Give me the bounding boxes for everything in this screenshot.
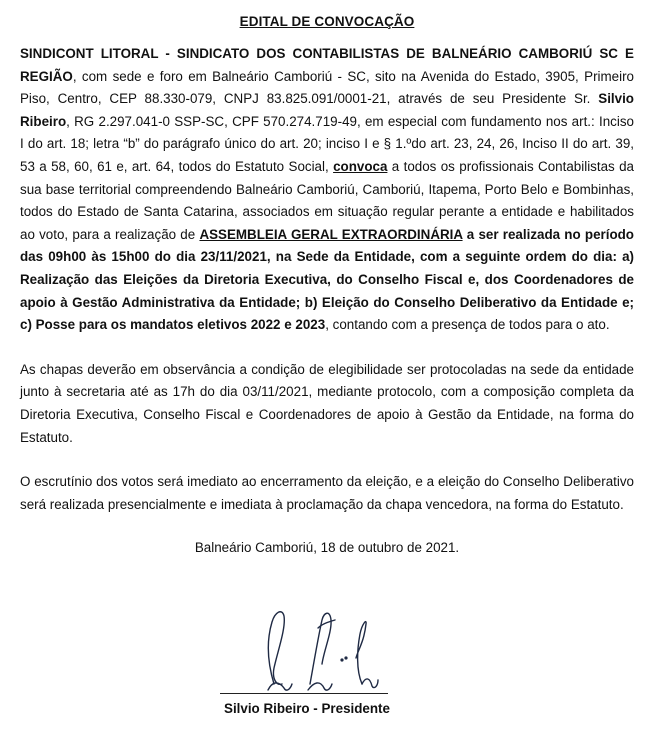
date-line: Balneário Camboriú, 18 de outubro de 2021. [194,540,460,556]
document-title: EDITAL DE CONVOCAÇÃO [239,14,415,29]
edital-document [20,0,634,559]
assembly-name: ASSEMBLEIA GERAL EXTRAORDINÁRIA [199,226,463,242]
signature-block [0,598,614,740]
union-name: SINDICONT LITORAL - SINDICATO DOS CONTABILISTAS DE BALNEÁRIO CAMBORIÚ SC E REGIÃO [20,46,634,84]
convoca-word: convoca [333,158,388,174]
counting-paragraph: O escrutínio dos votos será imediato ao encerramento da eleição, e a eleição do Conselho Deliberativo será realizada presencialmente e imediata à proclamação da chapa vencedora, na forma do Estatuto. [20,474,634,512]
assembly-agenda: a ser realizada no período das 09h00 às 15h00 do dia 23/11/2021, na Sede da Entidade, com a seguinte ordem do dia: a) Realização das Eleições da Diretoria Executiva, do Conselho Fiscal e, dos Coordenadores de apoio à Gestão Administrativa da Entidade; b) Eleição do Conselho Deliberativo da Entidade e; c) Posse para os mandatos eletivos 2022 e 2023 [20,226,634,333]
signer-name: Silvio Ribeiro - Presidente [224,701,390,716]
handwritten-signature [238,598,408,698]
slates-paragraph: As chapas deverão em observância a condição de elegibilidade ser protocoladas na sede da entidade junto à secretaria até as 17h do dia 03/11/2021, mediante protocolo, com a composição completa da Diretoria Executiva, Conselho Fiscal e Coordenadores de apoio à Gestão da Entidade, na forma do Estatuto. [20,361,634,445]
convocation-paragraph: SINDICONT LITORAL - SINDICATO DOS CONTABILISTAS DE BALNEÁRIO CAMBORIÚ SC E REGIÃO, com sede e foro em Balneário Camboriú - SC, sito na Avenida do Estado, 3905, Primeiro Piso, Centro, CEP 88.330-079, CNPJ 83.825.091/0001-21, através de seu Presidente Sr. Silvio Ribeiro, RG 2.297.041-0 SSP-SC, CPF 570.274.719-49, em especial com fundamento nos art.: Inciso I do art. 18; letra “b” do parágrafo único do art. 20; inciso I e § 1.ºdo art. 23, 24, 26, Inciso II do art. 39, 53 a 58, 60, 61 e, art. 64, todos do Estatuto Social, convoca a todos os profissionais Contabilistas da sua base territorial compreendendo Balneário Camboriú, Camboriú, Itapema, Porto Belo e Bombinhas, todos do Estado de Santa Catarina, associados em situação regular perante a entidade e habilitados ao voto, para a realização de ASSEMBLEIA GERAL EXTRAORDINÁRIA a ser realizada no período das 09h00 às 15h00 do dia 23/11/2021, na Sede da Entidade, com a seguinte ordem do dia: a) Realização das Eleições da Diretoria Executiva, do Conselho Fiscal e, dos Coordenadores de apoio à Gestão Administrativa da Entidade; b) Eleição do Conselho Deliberativo da Entidade e; c) Posse para os mandatos eletivos 2022 e 2023, contando com a presença de todos para o ato. [20,46,634,333]
signature-line [220,693,388,694]
president-name: Silvio Ribeiro [20,91,634,129]
